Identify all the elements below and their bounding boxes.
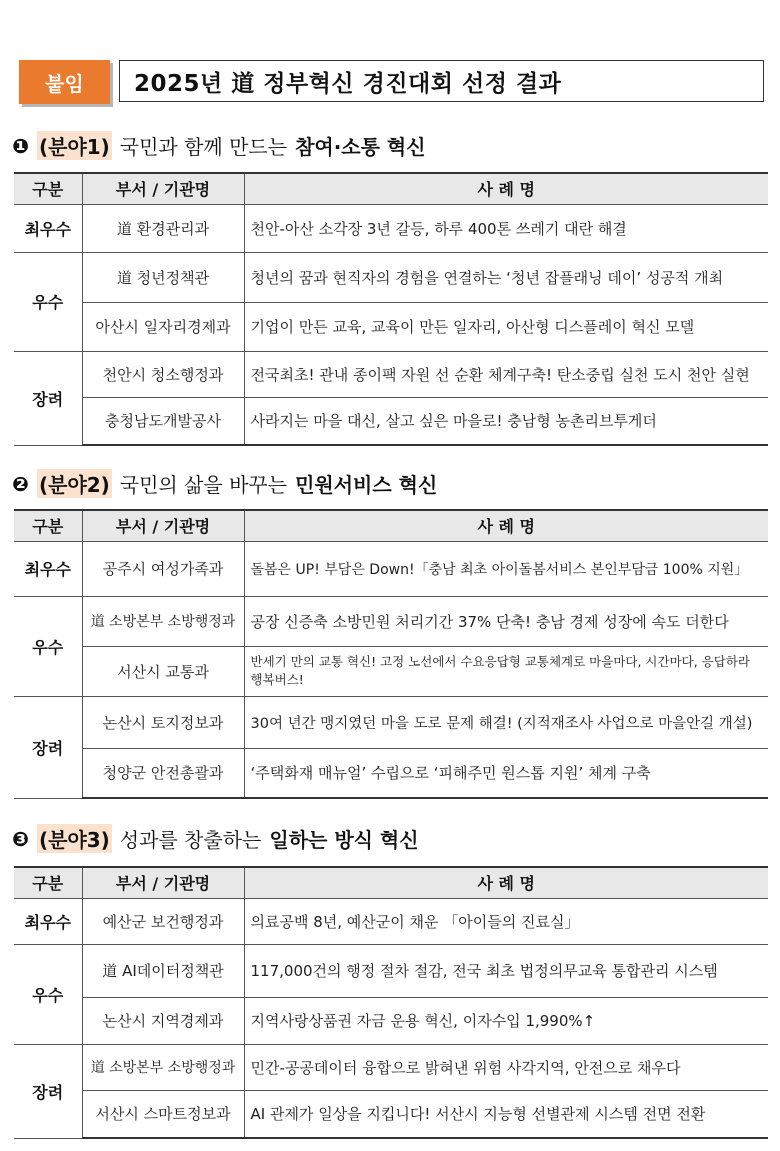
column-header-case: 사 례 명: [244, 173, 768, 204]
document-header: [19, 60, 766, 104]
case-cell: 반세기 만의 교통 혁신! 고정 노선에서 수요응답형 교통체계로 마을마다, 시간마다, 응답하라 행복버스!: [244, 646, 768, 696]
section-title-3: [12, 824, 419, 853]
table-row: [14, 302, 768, 351]
case-cell: AI 관제가 일상을 지킵니다! 서산시 지능형 선별관제 시스템 전면 전환: [244, 1090, 768, 1138]
table-row: [14, 397, 768, 445]
results-table-1: [14, 172, 768, 446]
dept-cell: 道 소방본부 소방행정과: [82, 596, 244, 646]
section-number: ❶: [12, 133, 29, 158]
table-row: [14, 1090, 768, 1138]
table-row: [14, 997, 768, 1044]
dept-cell: 道 청년정책관: [82, 252, 244, 302]
table-header-row: [14, 173, 768, 204]
section-number: ❷: [12, 471, 29, 496]
table-row: [14, 204, 768, 252]
section-lead: 국민과 함께 만드는: [119, 135, 288, 159]
dept-cell: 예산군 보건행정과: [82, 898, 244, 944]
case-cell: 30여 년간 맹지였던 마을 도로 문제 해결! (지적재조사 사업으로 마을안길 개설): [244, 696, 768, 748]
results-table-2: [14, 509, 768, 799]
table-row: [14, 541, 768, 596]
case-cell: 돌봄은 UP! 부담은 Down!「충남 최초 아이돌봄서비스 본인부담금 100% 지원」: [244, 541, 768, 596]
dept-cell: 道 AI데이터정책관: [82, 944, 244, 997]
grade-cell: 장려: [14, 1044, 82, 1138]
dept-cell: 충청남도개발공사: [82, 397, 244, 445]
case-cell: 전국최초! 관내 종이팩 자원 선 순환 체계구축! 탄소중립 실천 도시 천안 실현: [244, 351, 768, 397]
table-header-row: [14, 510, 768, 541]
case-cell: ‘주택화재 매뉴얼’ 수립으로 ‘피해주민 원스톱 지원’ 체계 구축: [244, 748, 768, 798]
case-cell: 민간-공공데이터 융합으로 밝혀낸 위험 사각지역, 안전으로 채우다: [244, 1044, 768, 1090]
section-field: (분야3): [37, 824, 112, 853]
table-row: [14, 252, 768, 302]
column-header-case: 사 례 명: [244, 510, 768, 541]
table-row: [14, 696, 768, 748]
section-number: ❸: [12, 826, 29, 851]
dept-cell: 논산시 토지정보과: [82, 696, 244, 748]
grade-cell: 우수: [14, 252, 82, 351]
table-row: [14, 944, 768, 997]
grade-cell: 장려: [14, 351, 82, 445]
dept-cell: 공주시 여성가족과: [82, 541, 244, 596]
case-cell: 청년의 꿈과 현직자의 경험을 연결하는 ‘청년 잡플래닝 데이’ 성공적 개최: [244, 252, 768, 302]
case-cell: 천안-아산 소각장 3년 갈등, 하루 400톤 쓰레기 대란 해결: [244, 204, 768, 252]
case-cell: 117,000건의 행정 절차 절감, 전국 최초 법정의무교육 통합관리 시스템: [244, 944, 768, 997]
dept-cell: 천안시 청소행정과: [82, 351, 244, 397]
dept-cell: 道 소방본부 소방행정과: [82, 1044, 244, 1090]
section-title-1: [12, 131, 426, 160]
section-strong: 민원서비스 혁신: [295, 473, 438, 497]
dept-cell: 서산시 스마트정보과: [82, 1090, 244, 1138]
table-row: [14, 351, 768, 397]
section-strong: 참여·소통 혁신: [295, 135, 426, 159]
dept-cell: 아산시 일자리경제과: [82, 302, 244, 351]
section-title-2: [12, 469, 437, 498]
case-cell: 지역사랑상품권 자금 운용 혁신, 이자수입 1,990%↑: [244, 997, 768, 1044]
section-lead: 국민의 삶을 바꾸는: [119, 473, 288, 497]
table-row: [14, 646, 768, 696]
column-header-grade: 구분: [14, 173, 82, 204]
case-cell: 의료공백 8년, 예산군이 채운 「아이들의 진료실」: [244, 898, 768, 944]
grade-cell: 장려: [14, 696, 82, 798]
results-table-3: [14, 866, 768, 1139]
section-strong: 일하는 방식 혁신: [269, 828, 419, 852]
document-title: 2025년 道 정부혁신 경진대회 선정 결과: [119, 60, 764, 102]
grade-cell: 최우수: [14, 204, 82, 252]
table-row: [14, 1044, 768, 1090]
dept-cell: 道 환경관리과: [82, 204, 244, 252]
attachment-badge: 붙임: [19, 60, 110, 104]
table-header-row: [14, 867, 768, 898]
column-header-grade: 구분: [14, 510, 82, 541]
grade-cell: 최우수: [14, 541, 82, 596]
grade-cell: 우수: [14, 944, 82, 1044]
table-row: [14, 898, 768, 944]
column-header-case: 사 례 명: [244, 867, 768, 898]
dept-cell: 논산시 지역경제과: [82, 997, 244, 1044]
section-field: (분야2): [37, 469, 112, 498]
dept-cell: 청양군 안전총괄과: [82, 748, 244, 798]
column-header-dept: 부서 / 기관명: [82, 867, 244, 898]
case-cell: 공장 신증축 소방민원 처리기간 37% 단축! 충남 경제 성장에 속도 더한다: [244, 596, 768, 646]
case-cell: 기업이 만든 교육, 교육이 만든 일자리, 아산형 디스플레이 혁신 모델: [244, 302, 768, 351]
table-row: [14, 748, 768, 798]
table-row: [14, 596, 768, 646]
column-header-dept: 부서 / 기관명: [82, 510, 244, 541]
grade-cell: 최우수: [14, 898, 82, 944]
column-header-grade: 구분: [14, 867, 82, 898]
column-header-dept: 부서 / 기관명: [82, 173, 244, 204]
section-lead: 성과를 창출하는: [119, 828, 262, 852]
grade-cell: 우수: [14, 596, 82, 696]
section-field: (분야1): [37, 131, 112, 160]
dept-cell: 서산시 교통과: [82, 646, 244, 696]
case-cell: 사라지는 마을 대신, 살고 싶은 마을로! 충남형 농촌리브투게더: [244, 397, 768, 445]
